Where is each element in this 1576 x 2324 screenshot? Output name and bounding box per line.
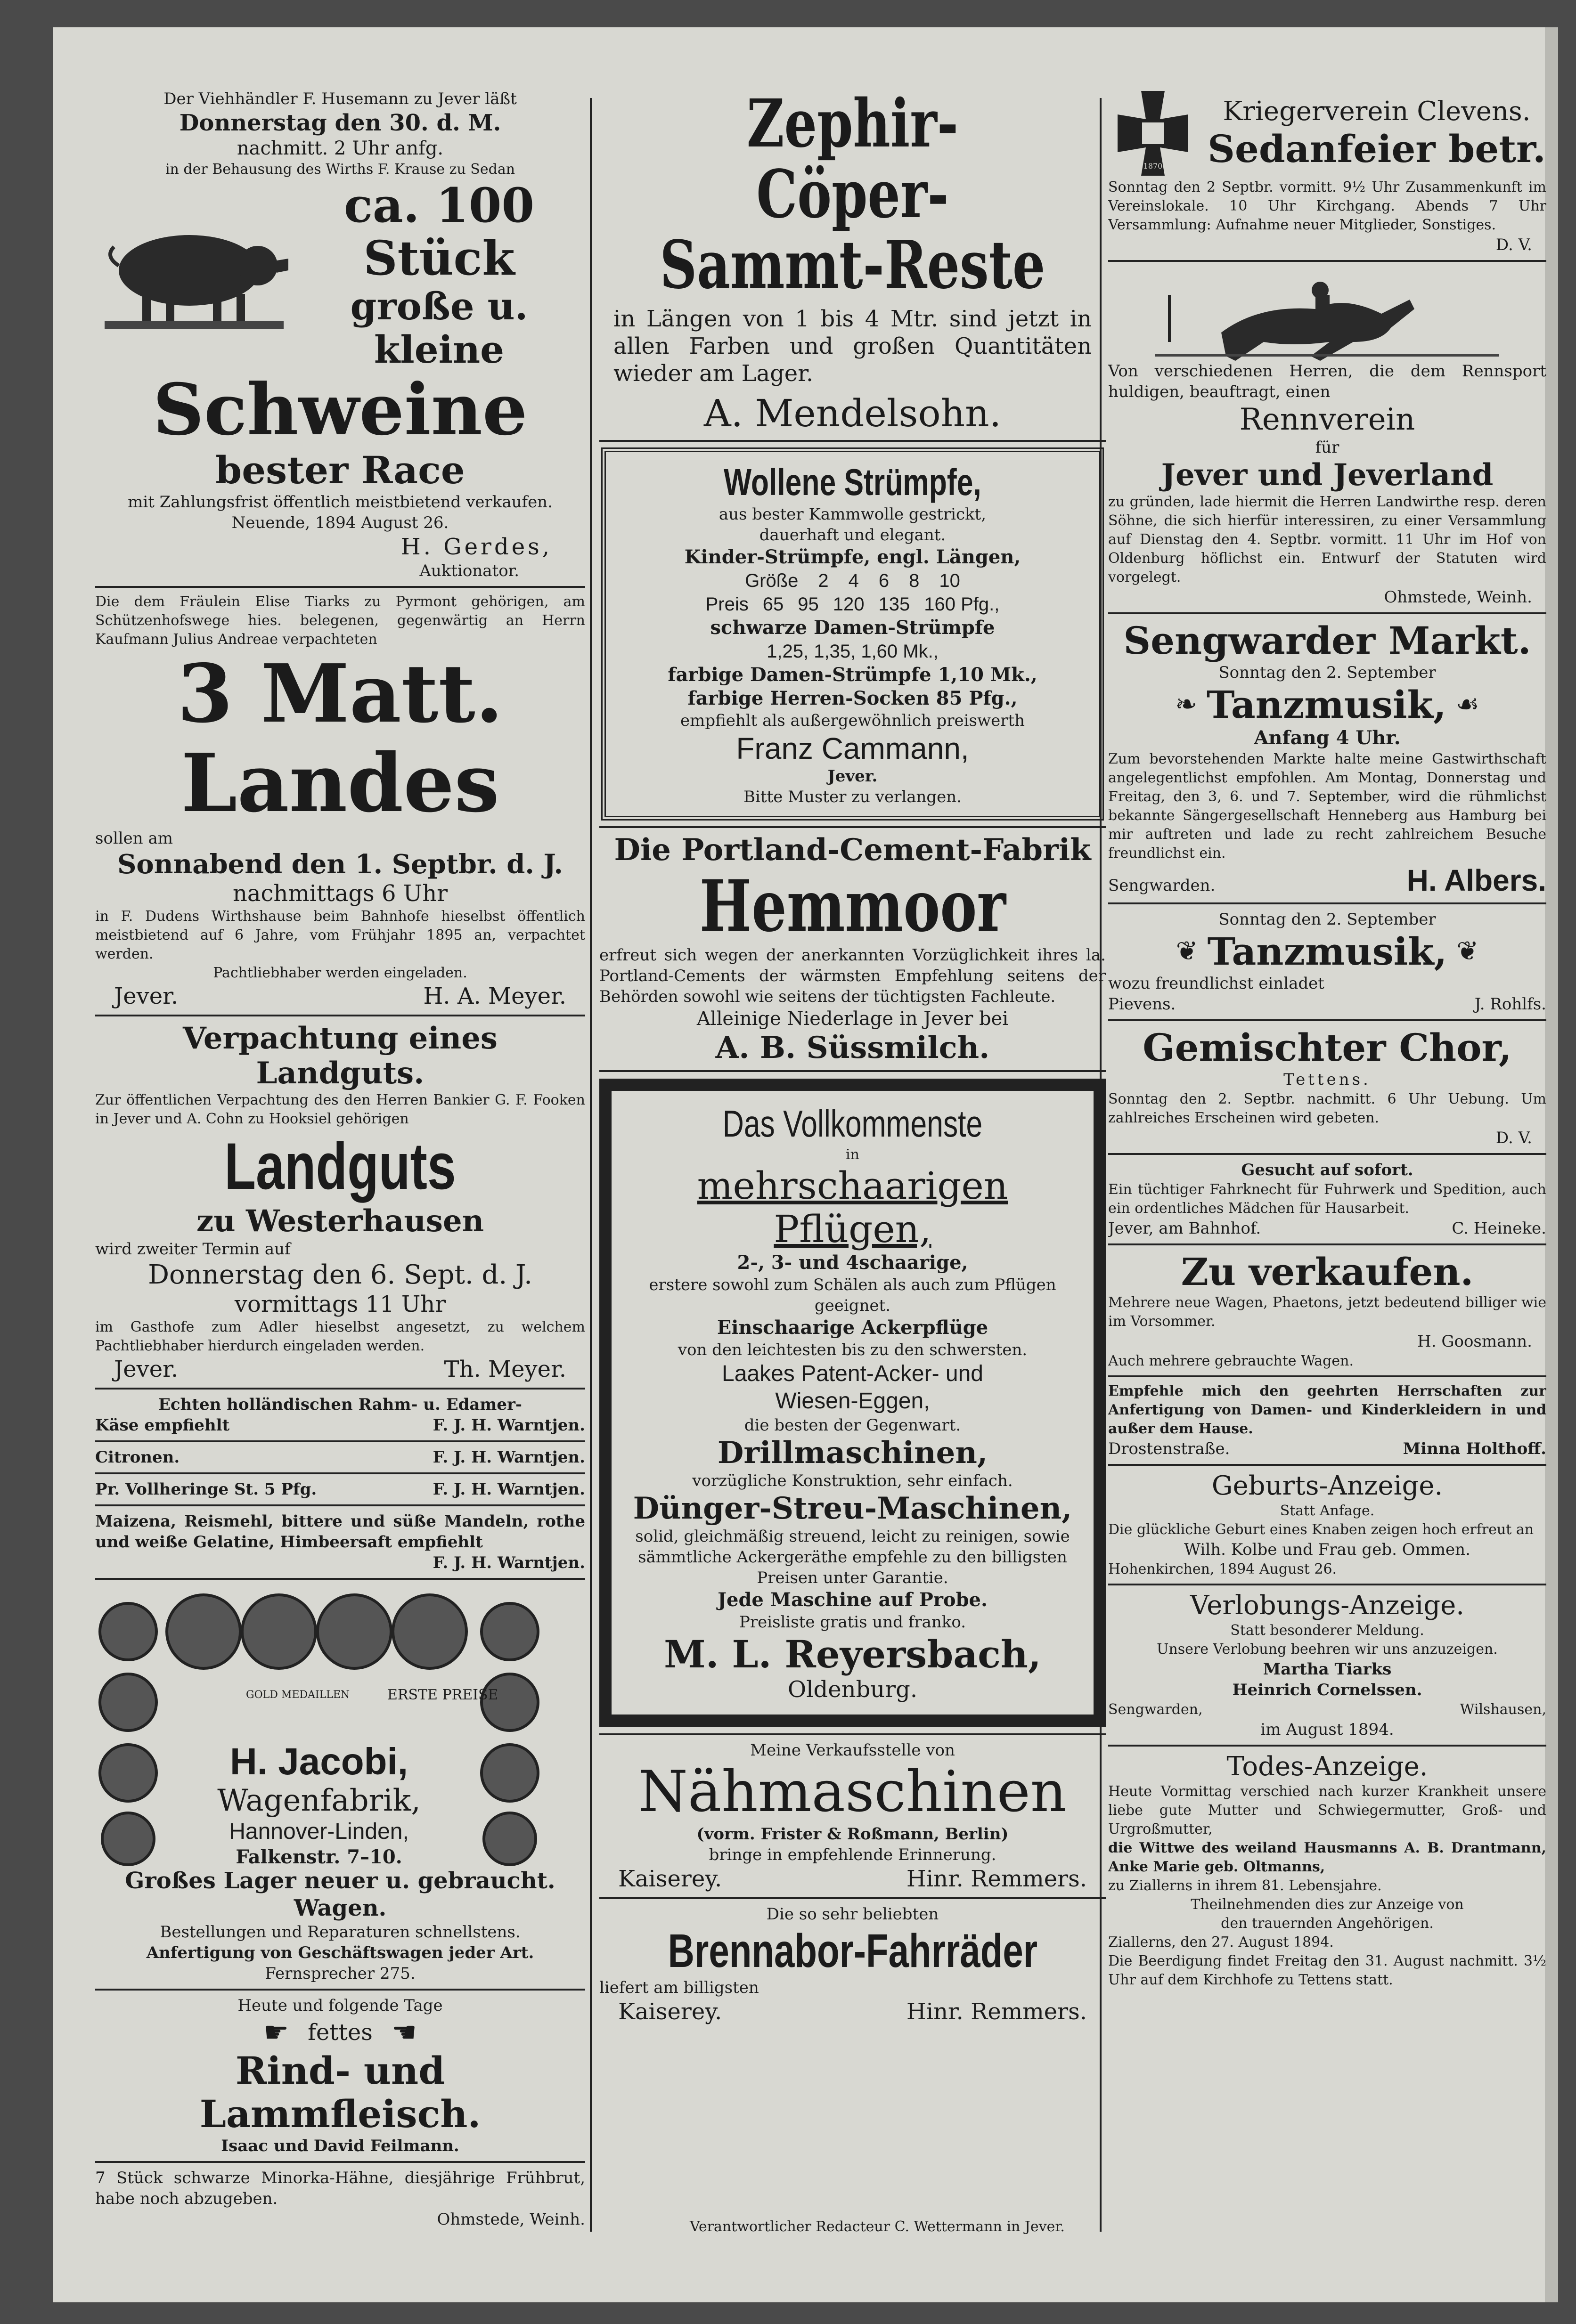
divider (95, 1015, 585, 1016)
text: Theilnehmenden dies zur Anzeige von (1191, 1896, 1464, 1913)
text: 2-, 3- und 4schaarige, (737, 1251, 968, 1274)
ad-title: Sedanfeier betr. (1208, 127, 1546, 171)
text: Echten holländischen Rahm- u. Edamer- (158, 1395, 523, 1414)
ad-title: Nähmaschinen (638, 1759, 1067, 1825)
text: Großes Lager neuer u. gebraucht. Wagen. (125, 1868, 555, 1921)
text: Von verschiedenen Herren, die dem Rennsport huldigen, beauftragt, einen (1108, 362, 1546, 401)
text: Jever. (114, 983, 179, 1009)
signature: Franz Cammann, (736, 731, 969, 765)
horse-race-illustration (1108, 267, 1546, 361)
text: im Gasthofe zum Adler hieselbst angesetzt, zu welchem Pachtliebhaber hierdurch eingeladen werden. (95, 1319, 585, 1354)
ad-title: Zu verkaufen. (1181, 1250, 1474, 1294)
text: Laakes Patent-Acker- und (722, 1361, 983, 1386)
text: zu gründen, lade hiermit die Herren Landwirthe resp. deren Söhne, die sich hierfür interessiren, zu einer Versammlung auf Dienstag den 4. Septbr. vormitt. 11 Uhr im Hof von Oldenburg höflichst ein. Entwurf der Statuten wird vorgelegt. (1108, 494, 1546, 585)
ad-tanzmusik (1108, 909, 1546, 1015)
signature: D. V. (1495, 236, 1532, 254)
divider (599, 826, 1106, 828)
size: 6 (878, 570, 890, 591)
text: Wilh. Kolbe und Frau geb. Ommen. (1184, 1540, 1470, 1559)
text: Die glückliche Geburt eines Knaben zeigen hoch erfreut an (1108, 1521, 1534, 1538)
text: Ein tüchtiger Fahrknecht für Fuhrwerk und Spedition, auch ein ordentliches Mädchen für Hausarbeit. (1108, 1181, 1546, 1217)
ad-title: 3 Matt. Landes (177, 647, 504, 830)
text: Bitte Muster zu verlangen. (743, 788, 962, 806)
text: Dünger-Streu-Maschinen, (633, 1491, 1072, 1526)
text: Anfang 4 Uhr. (1254, 727, 1401, 749)
signature: F. J. H. Warntjen. (433, 1553, 585, 1572)
text: Donnerstag den 6. Sept. d. J. (148, 1260, 532, 1290)
ornament-icon: ☙ (1455, 689, 1479, 720)
signature: F. J. H. Warntjen. (433, 1448, 585, 1467)
text: Preisliste gratis und franko. (739, 1613, 966, 1632)
divider (599, 1897, 1106, 1899)
ad-title: Landguts (224, 1129, 456, 1203)
signature: Ohmstede, Weinh. (1384, 588, 1532, 607)
text: Unsere Verlobung beehren wir uns anzuzeigen. (1157, 1641, 1498, 1658)
divider (599, 440, 1106, 442)
text: Mehrere neue Wagen, Phaetons, jetzt bedeutend billiger wie im Vorsommer. (1108, 1294, 1546, 1330)
column-left (95, 89, 585, 2241)
ad-title: Rind- und Lammfleisch. (199, 2048, 481, 2136)
signature: H. Albers. (1406, 863, 1546, 897)
ad-chor (1108, 1026, 1546, 1148)
ad-pfluege (599, 1079, 1106, 1727)
text: Die dem Fräulein Elise Tiarks zu Pyrmont gehörigen, am Schützenhofswege hies. belegenen, gegenwärtig an Herrn Kaufmann Julius Andreae verpachteten (95, 593, 585, 648)
ad-heading: Gesucht auf sofort. (1241, 1161, 1413, 1179)
ad-verkaufen (1108, 1250, 1546, 1371)
ad-zephir (599, 89, 1106, 435)
price-row (618, 593, 1087, 616)
text: Sonntag den 2. September (1218, 663, 1436, 682)
divider (1108, 612, 1546, 614)
ad-title: Geburts-Anzeige. (1211, 1471, 1443, 1501)
ad-title: Wollene Strümpfe, (724, 461, 981, 503)
text: in der Behausung des Wirths F. Krause zu Sedan (165, 161, 515, 178)
text: Zur öffentlichen Verpachtung des den Herren Bankier G. F. Fooken in Jever und A. Cohn zu Hooksiel gehörigen (95, 1092, 585, 1127)
divider (95, 1578, 585, 1580)
divider (1108, 1019, 1546, 1021)
text: Auch mehrere gebrauchte Wagen. (1108, 1353, 1354, 1369)
ad-title: Jever und Jeverland (1161, 457, 1494, 493)
signature: H. Goosmann. (1417, 1332, 1532, 1351)
text: Kaiserey. (618, 1999, 722, 2025)
size-row (618, 569, 1087, 593)
ornament-icon: ❦ (1456, 936, 1479, 967)
text: erfreut sich wegen der anerkannten Vorzüglichkeit ihres la. Portland-Cements der wärmsten Empfehlung seitens der Behörden sowohl wie seitens der tüchtigsten Fachleute. (599, 946, 1106, 1006)
text: 1,25, 1,35, 1,60 Mk., (767, 641, 939, 662)
text: Maizena, Reismehl, bittere und süße Mandeln, rothe und weiße Gelatine, Himbeersaft empfiehlt (95, 1512, 585, 1552)
text: zu Ziallerns in ihrem 81. Lebensjahre. (1108, 1877, 1382, 1894)
signature: A. Mendelsohn. (703, 391, 1002, 435)
text: Drostenstraße. (1108, 1439, 1230, 1458)
ad-title: Sengwarder Markt. (1123, 618, 1531, 663)
text: bringe in empfehlende Erinnerung. (709, 1845, 996, 1864)
text: Ziallerns, den 27. August 1894. (1108, 1934, 1334, 1950)
divider (599, 1070, 1106, 1072)
size: 4 (848, 570, 859, 591)
price: 95 (798, 594, 819, 615)
text: Tettens. (1283, 1070, 1371, 1089)
signature: D. V. (1495, 1129, 1532, 1147)
text: Sengwarden, (1108, 1701, 1203, 1718)
text: bester Race (215, 448, 465, 492)
text: Falkenstr. 7–10. (236, 1846, 402, 1868)
text: solid, gleichmäßig streuend, leicht zu reinigen, sowie sämmtliche Ackergeräthe empfehle zu den billigsten Preisen unter Garantie. (635, 1527, 1070, 1587)
ad-landgut (95, 1021, 585, 1383)
divider (1108, 1584, 1546, 1585)
text: Heute und folgende Tage (237, 1996, 443, 2015)
text: dauerhaft und elegant. (759, 526, 946, 544)
ad-fleisch (95, 1995, 585, 2156)
ad-title: mehrschaarigen Pflügen, (697, 1164, 1008, 1251)
medal-label: ERSTE PREISE (387, 1687, 498, 1703)
text: Sonntag den 2. September (1218, 910, 1436, 929)
ad-title: Rennverein (1239, 402, 1415, 437)
ad-gesucht (1108, 1160, 1546, 1239)
text: Pr. Vollheringe St. 5 Pfg. (95, 1480, 317, 1499)
ad-struempfe (601, 447, 1104, 821)
text: Kinder-Strümpfe, engl. Längen, (684, 546, 1021, 568)
ad-tod (1108, 1751, 1546, 1990)
text: wozu freundlichst einladet (1108, 974, 1324, 993)
pig-illustration (95, 214, 293, 336)
ad-heading: Verpachtung eines Landguts. (183, 1021, 498, 1091)
ad-title: Das Vollkommenste (722, 1103, 983, 1145)
divider (1108, 1243, 1546, 1245)
text: in Längen von 1 bis 4 Mtr. sind jetzt in allen Farben und großen Quantitäten wieder am Lager. (613, 306, 1092, 387)
text: Alleinige Niederlage in Jever bei (696, 1008, 1009, 1030)
text: Wagenfabrik, (217, 1783, 421, 1818)
text: Bestellungen und Reparaturen schnellstens. (160, 1923, 521, 1942)
ad-title: Verlobungs-Anzeige. (1190, 1590, 1465, 1621)
ad-title: Brennabor-Fahrräder (668, 1925, 1037, 1977)
text: (vorm. Frister & Roßmann, Berlin) (696, 1825, 1009, 1844)
ad-title: Zephir-Cöper- (746, 89, 959, 233)
medal-label: GOLD MEDAILLEN (246, 1689, 350, 1701)
page-edge (1545, 27, 1558, 2302)
price: 65 (762, 594, 784, 615)
ad-title: Sammt-Reste (660, 227, 1045, 304)
text: Der Viehhändler F. Husemann zu Jever läßt (163, 89, 517, 108)
text: nachmittags 6 Uhr (232, 880, 448, 907)
ad-holthoff (1108, 1382, 1546, 1459)
text: Citronen. (95, 1448, 180, 1467)
iron-cross-icon (1108, 89, 1198, 178)
text: Jede Maschine auf Probe. (718, 1589, 988, 1611)
text: Hannover-Linden, (229, 1819, 409, 1844)
text: von den leichtesten bis zu den schwersten. (678, 1341, 1028, 1359)
signature: C. Heineke. (1452, 1219, 1546, 1238)
divider (1108, 1153, 1546, 1155)
ad-title: Schweine (153, 368, 528, 451)
price: 160 Pfg., (924, 594, 1000, 615)
text: Drillmaschinen, (717, 1435, 988, 1471)
ad-schweine (95, 89, 585, 581)
text: vorzügliche Konstruktion, sehr einfach. (692, 1471, 1013, 1490)
text: für (1315, 438, 1339, 457)
signature: Hinr. Remmers. (906, 1866, 1087, 1892)
text: Jever. (827, 767, 878, 786)
signature: Hinr. Remmers. (906, 1999, 1087, 2025)
text: in (846, 1146, 859, 1163)
divider (599, 1733, 1106, 1735)
text: nachmitt. 2 Uhr anfg. (237, 138, 444, 159)
signature: Ohmstede, Weinh. (437, 2210, 585, 2229)
pointing-hand-icon: ☛ (263, 2016, 289, 2049)
text: Tanzmusik, (1207, 929, 1447, 974)
text: Pievens. (1108, 995, 1176, 1014)
text: Sonntag den 2. Septbr. nachmitt. 6 Uhr Uebung. Um zahlreiches Erscheinen wird gebeten. (1108, 1091, 1546, 1126)
ad-landes (95, 593, 585, 1010)
text: Kaiserey. (618, 1866, 722, 1892)
text: Oldenburg. (787, 1676, 918, 1703)
divider (1108, 1464, 1546, 1466)
text: Die so sehr beliebten (766, 1905, 939, 1924)
text: liefert am billigsten (599, 1978, 759, 1997)
page-footer: Verantwortlicher Redacteur C. Wettermann in Jever. (690, 2218, 1065, 2235)
signature: Minna Holthoff. (1403, 1439, 1546, 1458)
text: Sonntag den 2 Septbr. vormitt. 9½ Uhr Zusammenkunft im Vereinslokale. 10 Uhr Kirchgang. Abends 7 Uhr Versammlung: Aufnahme neuer Mitglieder, Sonstiges. (1108, 179, 1546, 233)
column-middle (599, 89, 1106, 2241)
ad-naehmaschinen (599, 1740, 1106, 1893)
text: Statt besonderer Meldung. (1230, 1622, 1424, 1639)
divider (1108, 260, 1546, 262)
text: Die Beerdigung findet Freitag den 31. August nachmitt. 3½ Uhr auf dem Kirchhofe zu Tettens statt. (1108, 1953, 1546, 1988)
pointing-hand-icon: ☛ (391, 2016, 417, 2049)
text: sollen am (95, 829, 173, 848)
text: Sonnabend den 1. Septbr. d. J. (117, 849, 563, 880)
divider (95, 2161, 585, 2163)
text: Hohenkirchen, 1894 August 26. (1108, 1561, 1337, 1577)
ornament-icon: ❧ (1175, 689, 1197, 720)
ad-kriegerverein (1108, 89, 1546, 255)
price: 120 (833, 594, 865, 615)
cross-year: 1870 (1143, 162, 1163, 171)
column-right (1108, 89, 1546, 2241)
text: Einschaarige Ackerpflüge (717, 1316, 988, 1339)
signature: H. Gerdes, (400, 534, 552, 560)
signature: Th. Meyer. (444, 1356, 566, 1382)
signature: F. J. H. Warntjen. (433, 1480, 585, 1499)
size: 2 (818, 570, 829, 591)
text: Empfehle mich den geehrten Herrschaften zur Anfertigung von Damen- und Kinderkleidern in und außer dem Hause. (1108, 1383, 1546, 1437)
text: empfiehlt als außergewöhnlich preiswerth (680, 711, 1025, 730)
signature: F. J. H. Warntjen. (433, 1416, 585, 1435)
text: den trauernden Angehörigen. (1221, 1915, 1434, 1932)
text: große u. kleine (350, 284, 528, 372)
newspaper-page (53, 27, 1558, 2302)
ad-title: Gemischter Chor, (1143, 1025, 1512, 1070)
text: erstere sowohl zum Schälen als auch zum Pflügen geeignet. (649, 1276, 1056, 1315)
divider (1108, 1375, 1546, 1377)
text: 7 Stück schwarze Minorka-Hähne, diesjährige Frühbrut, habe noch abzugeben. (95, 2169, 585, 2208)
divider (95, 1440, 585, 1442)
divider (1108, 1745, 1546, 1747)
ornament-icon: ❦ (1176, 936, 1198, 967)
ad-brennabor (599, 1904, 1106, 2025)
text: im August 1894. (1260, 1720, 1394, 1739)
signature: J. Rohlfs. (1474, 995, 1546, 1014)
text: Meine Verkaufsstelle von (750, 1741, 955, 1760)
text: vormittags 11 Uhr (234, 1291, 446, 1317)
text: fettes (308, 2019, 373, 2046)
ad-jacobi (95, 1585, 585, 1984)
text: Neuende, 1894 August 26. (231, 513, 449, 532)
ad-rennverein (1108, 267, 1546, 608)
text: aus bester Kammwolle gestrickt, (719, 505, 987, 524)
text: Käse empfiehlt (95, 1416, 230, 1435)
text: zu Westerhausen (196, 1203, 484, 1239)
text: Heinrich Cornelssen. (1232, 1681, 1422, 1699)
text: Heute Vormittag verschied nach kurzer Krankheit unsere liebe gute Mutter und Schwiegermutter, Groß- und Urgroßmutter, (1108, 1783, 1546, 1837)
text: Tanzmusik, (1206, 683, 1446, 727)
text: schwarze Damen-Strümpfe (710, 617, 995, 639)
label: Preis (705, 594, 749, 615)
ad-heading: Kriegerverein Clevens. (1223, 96, 1531, 127)
text: Sengwarden. (1108, 876, 1216, 895)
divider (95, 1472, 585, 1474)
text: Zum bevorstehenden Markte halte meine Gastwirthschaft angelegentlichst empfohlen. Am Montag, Donnerstag und Freitag, den 3, 6. und 7. September, wird die rühmlichst bekannte Sängergesellschaft Henneberg aus Hamburg bei mir auftreten und lade zu recht zahlreichem Besuche freundlichst ein. (1108, 751, 1546, 861)
text: farbige Herren-Socken 85 Pfg., (687, 687, 1018, 709)
text: Fernsprecher 275. (265, 1964, 416, 1983)
text: Auktionator. (419, 561, 519, 580)
size: 10 (939, 570, 960, 591)
text: Martha Tiarks (1263, 1660, 1392, 1679)
text: Statt Anfage. (1280, 1503, 1375, 1519)
divider (1108, 902, 1546, 904)
signature: A. B. Süssmilch. (715, 1030, 990, 1065)
ad-warntjen (95, 1394, 585, 1573)
signature: Isaac und David Feilmann. (221, 2137, 459, 2155)
text: Anfertigung von Geschäftswagen jeder Art. (146, 1943, 534, 1962)
text: Donnerstag den 30. d. M. (179, 110, 501, 136)
divider (95, 1388, 585, 1390)
price: 135 (878, 594, 910, 615)
text: farbige Damen-Strümpfe 1,10 Mk., (668, 664, 1037, 686)
text: die Wittwe des weiland Hausmanns A. B. Drantmann, Anke Marie geb. Oltmanns, (1108, 1840, 1546, 1875)
size: 8 (909, 570, 920, 591)
text: ca. 100 Stück (343, 178, 535, 286)
label: Größe (745, 570, 799, 591)
ad-markt (1108, 619, 1546, 898)
ad-minorka (95, 2168, 585, 2230)
text: die besten der Gegenwart. (744, 1416, 961, 1435)
text: mit Zahlungsfrist öffentlich meistbietend verkaufen. (128, 493, 553, 512)
text: Wiesen-Eggen, (775, 1389, 930, 1414)
divider (95, 586, 585, 588)
ad-verlobung (1108, 1590, 1546, 1740)
text: Pachtliebhaber werden eingeladen. (213, 965, 467, 981)
signature: H. A. Meyer. (423, 983, 566, 1009)
divider (95, 1504, 585, 1506)
text: Jever. (114, 1356, 179, 1382)
text: wird zweiter Termin auf (95, 1240, 291, 1259)
text: Jever, am Bahnhof. (1108, 1219, 1261, 1238)
company-name: H. Jacobi, (230, 1740, 408, 1782)
ad-title: Todes-Anzeige. (1226, 1751, 1428, 1782)
text: Wilshausen, (1460, 1701, 1546, 1718)
signature: M. L. Reyersbach, (664, 1632, 1041, 1676)
column-rule (590, 98, 592, 2232)
text: in F. Dudens Wirthshause beim Bahnhofe hieselbst öffentlich meistbietend auf 6 Jahre, vom Frühjahr 1895 an, verpachtet werden. (95, 908, 585, 962)
ad-cement (599, 833, 1106, 1065)
ad-geburt (1108, 1471, 1546, 1579)
ad-title: Hemmoor (699, 865, 1006, 948)
divider (95, 1989, 585, 1991)
ad-heading: Die Portland-Cement-Fabrik (614, 832, 1091, 868)
